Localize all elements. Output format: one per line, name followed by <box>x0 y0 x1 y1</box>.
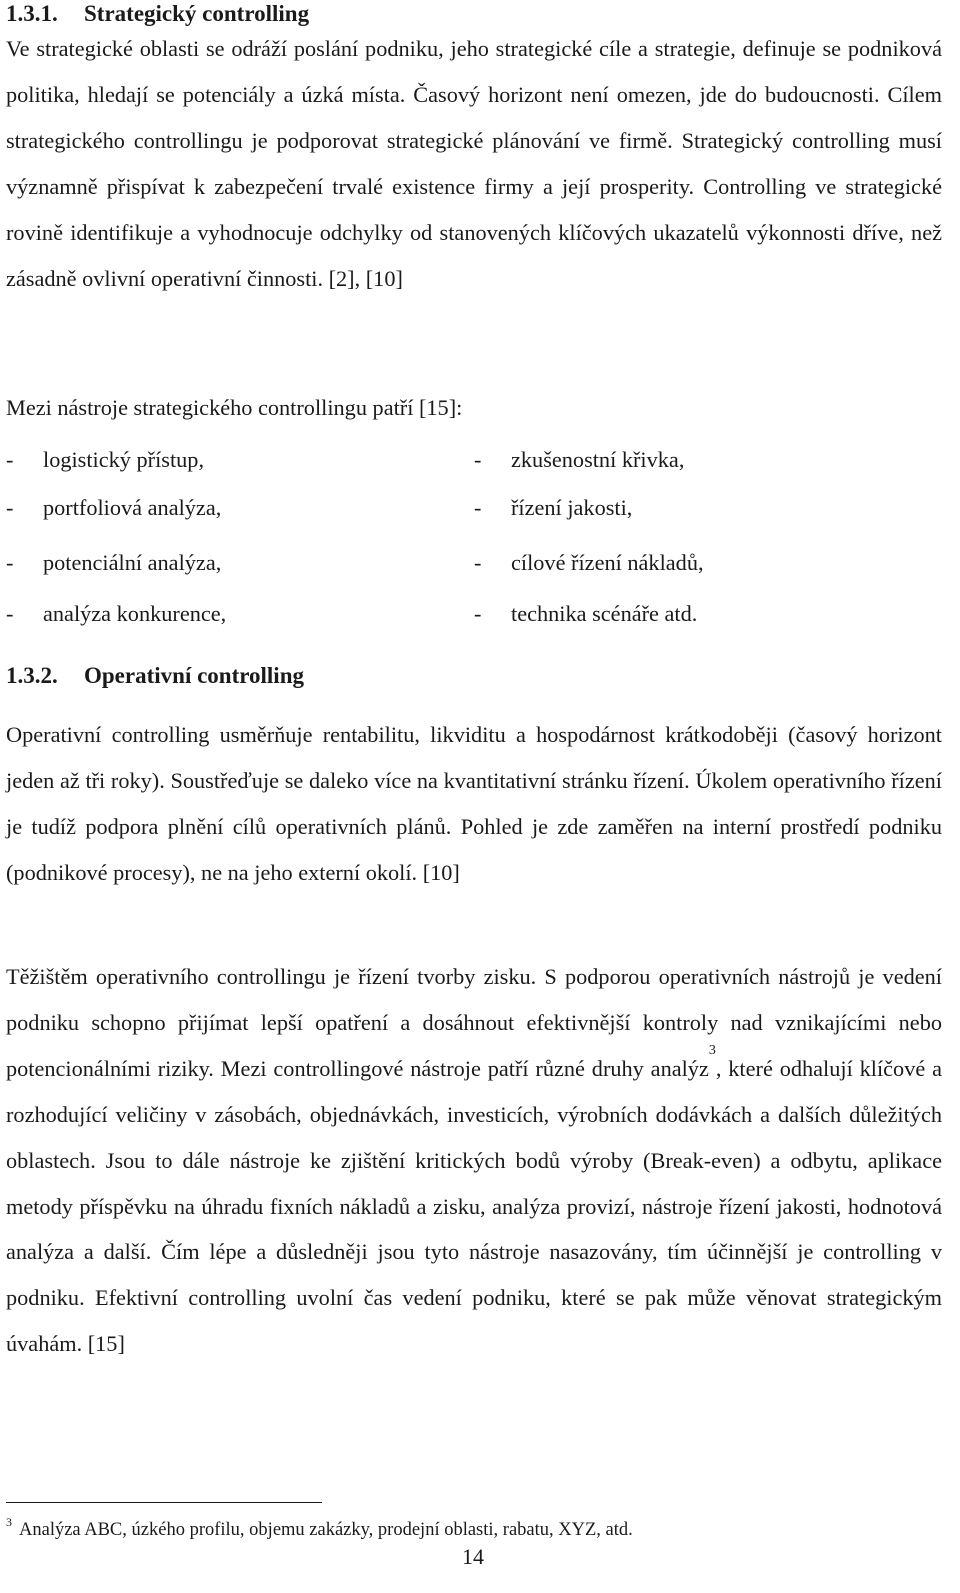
list-row <box>6 494 942 522</box>
page-number: 14 <box>462 1544 484 1569</box>
list-item: portfoliová analýza, <box>43 495 222 520</box>
list-dash: - <box>6 550 14 575</box>
list-item: zkušenostní křivka, <box>511 447 685 472</box>
list-dash: - <box>474 550 482 575</box>
section-number: 1.3.2. <box>6 663 58 688</box>
section-title: Strategický controlling <box>84 1 310 26</box>
list-item: technika scénáře atd. <box>511 601 698 626</box>
list-dash: - <box>474 447 482 472</box>
footnote <box>6 1515 633 1543</box>
section-heading-operative <box>6 662 304 690</box>
list-row <box>6 446 942 474</box>
section-number: 1.3.1. <box>6 1 58 26</box>
footnote-divider <box>6 1502 322 1503</box>
operative-paragraph-2 <box>6 954 942 1367</box>
tools-intro: Mezi nástroje strategického controllingu patří [15]: <box>6 395 463 420</box>
list-item: cílové řízení nákladů, <box>511 550 704 575</box>
footnote-text: Analýza ABC, úzkého profilu, objemu zakázky, prodejní oblasti, rabatu, XYZ, atd. <box>19 1520 633 1540</box>
list-dash: - <box>6 601 14 626</box>
footnote-reference: 3 <box>708 1042 716 1058</box>
list-dash: - <box>474 495 482 520</box>
paragraph-text: Těžištěm operativního controllingu je řízení tvorby zisku. S podporou operativních nástrojů je vedení podniku schopno přijímat lepší opatření a dosáhnout efektivnější kontroly nad vznikajícími nebo potencionálními riziky. Mezi controllingové nástroje patří různé druhy analýz <box>6 964 942 1081</box>
section-heading-strategic <box>6 0 309 28</box>
list-item: potenciální analýza, <box>43 550 222 575</box>
list-row <box>6 549 942 577</box>
list-item: řízení jakosti, <box>511 495 633 520</box>
list-dash: - <box>6 447 14 472</box>
list-row <box>6 600 942 628</box>
list-dash: - <box>6 495 14 520</box>
footnote-mark: 3 <box>6 1515 12 1529</box>
strategic-paragraph: Ve strategické oblasti se odráží poslání podniku, jeho strategické cíle a strategie, definuje se podniková politika, hledají se potenciály a úzká místa. Časový horizont není omezen, jde do budoucnosti. Cílem strategického controllingu je podporovat strategické plánování ve firmě. Strategický controlling musí významně přispívat k zabezpečení trvalé existence firmy a její prosperity. Controlling ve strategické rovině identifikuje a vyhodnocuje odchylky od stanovených klíčových ukazatelů výkonnosti dříve, než zásadně ovlivní operativní činnosti. [2], [10] <box>6 36 942 291</box>
list-dash: - <box>474 601 482 626</box>
list-item: logistický přístup, <box>43 447 205 472</box>
section-title: Operativní controlling <box>84 663 304 688</box>
list-item: analýza konkurence, <box>43 601 227 626</box>
paragraph-text: , které odhalují klíčové a rozhodující veličiny v zásobách, objednávkách, investicích, výrobních dodávkách a dalších důležitých oblastech. Jsou to dále nástroje ke zjištění kritických bodů výroby (Break-even) a odbytu, aplikace metody příspěvku na úhradu fixních nákladů a zisku, analýza provizí, nástroje řízení jakosti, hodnotová analýza a další. Čím lépe a důsledněji jsou tyto nástroje nasazovány, tím účinnější je controlling v podniku. Efektivní controlling uvolní čas vedení podniku, které se pak může věnovat strategickým úvahám. [15] <box>6 1055 942 1357</box>
operative-paragraph-1: Operativní controlling usměrňuje rentabilitu, likviditu a hospodárnost krátkodoběji (časový horizont jeden až tři roky). Soustřeďuje se daleko více na kvantitativní stránku řízení. Úkolem operativního řízení je tudíž podpora plnění cílů operativních plánů. Pohled je zde zaměřen na interní prostředí podniku (podnikové procesy), ne na jeho externí okolí. [10] <box>6 722 942 885</box>
